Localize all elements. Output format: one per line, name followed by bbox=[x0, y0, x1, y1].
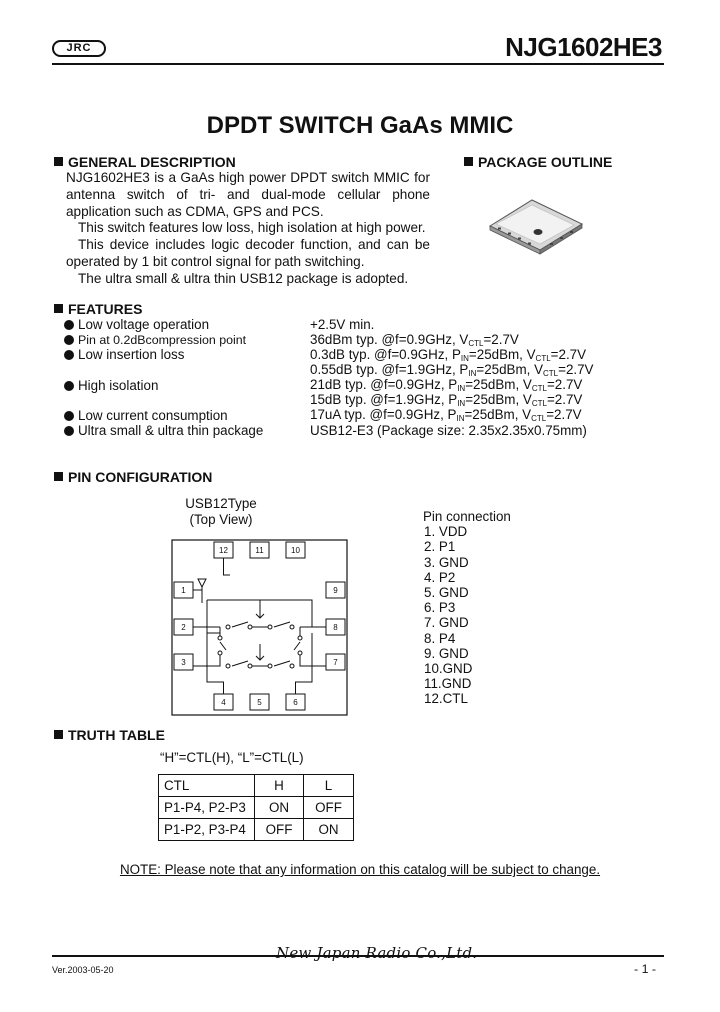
package-outline-image bbox=[486, 186, 586, 256]
pin-connection-item: 11.GND bbox=[424, 676, 472, 692]
page-number: - 1 - bbox=[634, 962, 657, 976]
table-cell: P1-P4, P2-P3 bbox=[159, 797, 255, 819]
pin-connection-list bbox=[423, 509, 511, 707]
round-bullet-icon bbox=[64, 411, 74, 421]
desc-paragraph: This switch features low loss, high isolation at high power. bbox=[78, 220, 426, 236]
square-bullet-icon bbox=[54, 304, 63, 313]
pin-connection-item: 2. P1 bbox=[424, 539, 456, 555]
table-cell: ON bbox=[255, 797, 304, 819]
pin-label: 4 bbox=[221, 698, 226, 707]
round-bullet-icon bbox=[64, 320, 74, 330]
table-row bbox=[159, 819, 354, 841]
feature-value: 15dB typ. @f=1.9GHz, $P_{IN}=25dBm$, $V_{CTL}=2.7V$ bbox=[310, 392, 583, 408]
table-row bbox=[159, 797, 354, 819]
company-name: New Japan Radio Co.,Ltd. bbox=[276, 944, 478, 962]
package-outline-heading: PACKAGE OUTLINE bbox=[464, 154, 612, 170]
feature-value: +2.5V min. bbox=[310, 317, 375, 332]
feature-value: 0.55dB typ. @f=1.9GHz, $P_{IN}=25dBm$, $V_{CTL}=2.7V$ bbox=[310, 362, 594, 378]
features-heading: FEATURES bbox=[54, 301, 142, 317]
table-cell: OFF bbox=[255, 819, 304, 841]
square-bullet-icon bbox=[54, 157, 63, 166]
desc-paragraph: This device includes logic decoder function, and can be operated by 1 bit control signal for path switching. bbox=[66, 237, 430, 269]
feature-value: USB12-E3 (Package size: 2.35x2.35x0.75mm) bbox=[310, 423, 587, 438]
pin-connection-item: 8. P4 bbox=[424, 630, 456, 646]
round-bullet-icon bbox=[64, 335, 74, 345]
pin-connection-item: 5. GND bbox=[424, 585, 469, 601]
feature-item: High isolation bbox=[64, 378, 158, 393]
pin-label: 1 bbox=[181, 586, 186, 595]
pin-connection-item: 10.GND bbox=[424, 661, 473, 677]
pin-label: 5 bbox=[257, 698, 262, 707]
truth-table-legend: “H”=CTL(H), “L”=CTL(L) bbox=[160, 750, 304, 765]
pin-connection-item: 9. GND bbox=[424, 645, 469, 661]
logo-text: JRC bbox=[66, 42, 92, 54]
pin-label: 10 bbox=[291, 546, 300, 555]
round-bullet-icon bbox=[64, 426, 74, 436]
jrc-logo bbox=[52, 40, 106, 57]
version-label: Ver.2003-05-20 bbox=[52, 965, 114, 975]
table-cell: P1-P2, P3-P4 bbox=[159, 819, 255, 841]
pin-configuration-heading: PIN CONFIGURATION bbox=[54, 469, 212, 485]
table-header-row bbox=[159, 775, 354, 797]
pin-connection-item: 6. P3 bbox=[424, 600, 456, 616]
table-header-cell: CTL bbox=[159, 775, 255, 797]
truth-table bbox=[158, 774, 354, 841]
pin-connection-item: 12.CTL bbox=[424, 691, 468, 707]
feature-item: Low voltage operation bbox=[64, 317, 209, 332]
round-bullet-icon bbox=[64, 350, 74, 360]
package-type-label: USB12Type (Top View) bbox=[185, 496, 257, 527]
square-bullet-icon bbox=[54, 730, 63, 739]
pin-label: 8 bbox=[333, 623, 338, 632]
table-cell: ON bbox=[304, 819, 354, 841]
pin-label: 2 bbox=[181, 623, 186, 632]
pin-connection-item: 3. GND bbox=[424, 554, 469, 570]
pin-label: 6 bbox=[293, 698, 298, 707]
general-description-heading: GENERAL DESCRIPTION bbox=[54, 154, 236, 170]
table-header-cell: H bbox=[255, 775, 304, 797]
round-bullet-icon bbox=[64, 381, 74, 391]
pin-connection-item: 1. VDD bbox=[424, 524, 468, 540]
desc-paragraph: NJG1602HE3 is a GaAs high power DPDT switch MMIC for antenna switch of tri- and dual-mode cellular phone application such as CDMA, GPS and PCS. bbox=[66, 170, 430, 219]
pin-connection-item: 7. GND bbox=[424, 615, 469, 631]
table-cell: OFF bbox=[304, 797, 354, 819]
pin-connection-title: Pin connection bbox=[423, 509, 511, 524]
pin-label: 7 bbox=[333, 658, 338, 667]
square-bullet-icon bbox=[54, 472, 63, 481]
pin-connection-item: 4. P2 bbox=[424, 569, 456, 585]
pin-configuration-diagram bbox=[170, 538, 352, 720]
pin-label: 3 bbox=[181, 658, 186, 667]
pin-label: 11 bbox=[255, 546, 264, 555]
feature-item: Low current consumption bbox=[64, 408, 228, 423]
general-description-text bbox=[66, 170, 430, 288]
truth-table-heading: TRUTH TABLE bbox=[54, 727, 165, 743]
table-header-cell: L bbox=[304, 775, 354, 797]
feature-value: 17uA typ. @f=0.9GHz, $P_{IN}=25dBm$, $V_{CTL}=2.7V$ bbox=[310, 407, 582, 423]
header-rule bbox=[52, 63, 664, 65]
pin-label: 12 bbox=[219, 546, 228, 555]
catalog-note: NOTE: Please note that any information on this catalog will be subject to change. bbox=[119, 862, 601, 877]
pin-label: 9 bbox=[333, 586, 338, 595]
feature-value: 21dB typ. @f=0.9GHz, $P_{IN}=25dBm$, $V_{CTL}=2.7V$ bbox=[310, 377, 583, 393]
square-bullet-icon bbox=[464, 157, 473, 166]
feature-value: 36dBm typ. @f=0.9GHz, $V_{CTL}=2.7V$ bbox=[310, 332, 519, 348]
feature-value: 0.3dB typ. @f=0.9GHz, $P_{IN}=25dBm$, $V_{CTL}=2.7V$ bbox=[310, 347, 587, 363]
feature-item: Ultra small & ultra thin package bbox=[64, 423, 263, 438]
feature-item: Pin at 0.2dBcompression point bbox=[64, 333, 246, 347]
desc-paragraph: The ultra small & ultra thin USB12 package is adopted. bbox=[78, 270, 409, 286]
part-number: NJG1602HE3 bbox=[505, 32, 662, 62]
document-title: DPDT SWITCH GaAs MMIC bbox=[206, 112, 514, 139]
feature-item: Low insertion loss bbox=[64, 347, 184, 362]
